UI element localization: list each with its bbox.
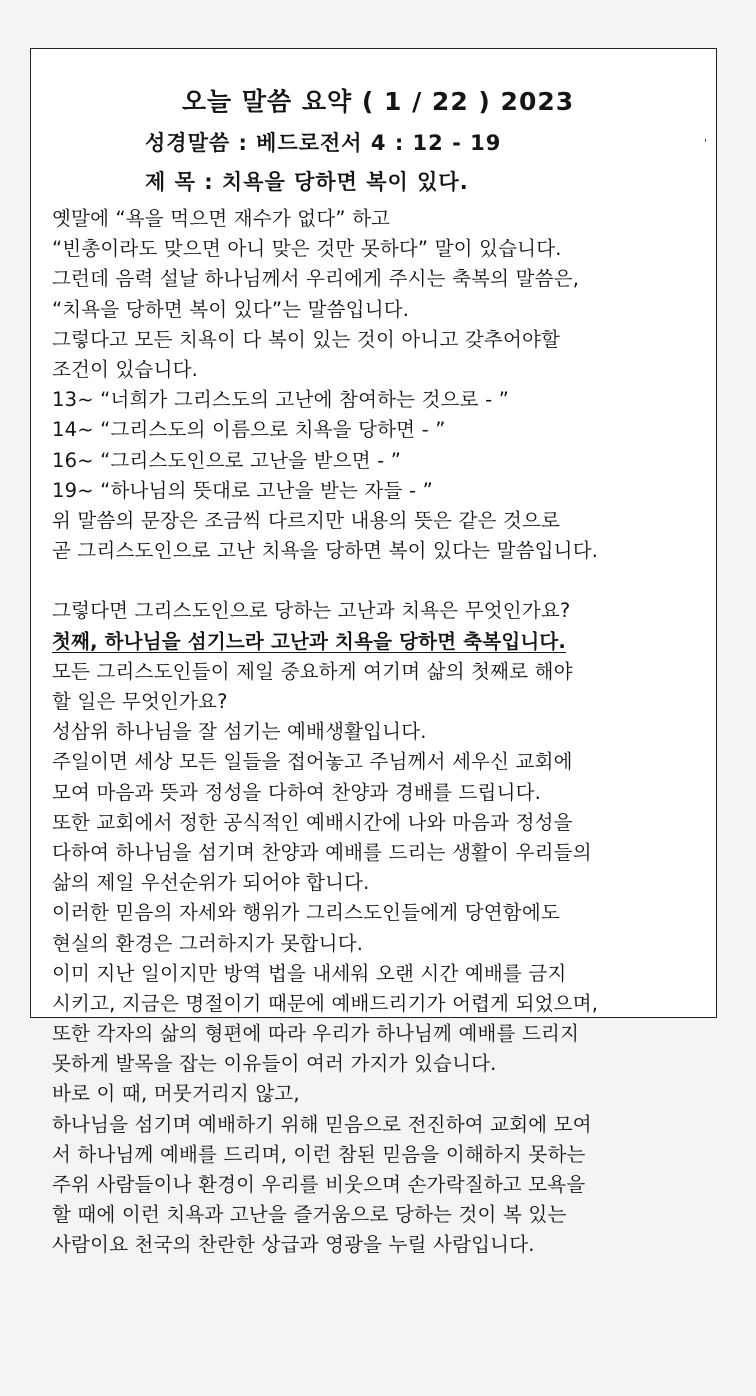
body-line: 할 때에 이런 치욕과 고난을 즐거움으로 당하는 것이 복 있는	[52, 1203, 567, 1227]
body-line: 또한 각자의 삶의 형편에 따라 우리가 하나님께 예배를 드리지	[52, 1022, 580, 1046]
verse-line: 14~ “그리스도의 이름으로 치욕을 당하면 - ”	[52, 418, 446, 442]
scan-mark: '	[704, 137, 708, 150]
body-line: 할 일은 무엇인가요?	[52, 690, 228, 713]
body-line: 모든 그리스도인들이 제일 중요하게 여기며 삶의 첫째로 해야	[52, 659, 573, 683]
sermon-subject: 제 목 : 치욕을 당하면 복이 있다.	[145, 170, 469, 194]
body-line: 하나님을 섬기며 예배하기 위해 믿음으로 전진하여 교회에 모여	[52, 1112, 592, 1136]
body-line: 위 말씀의 문장은 조금씩 다르지만 내용의 뜻은 같은 것으로	[52, 508, 561, 532]
verse-line: 19~ “하나님의 뜻대로 고난을 받는 자들 - ”	[52, 478, 433, 502]
body-line: 모여 마음과 뜻과 정성을 다하여 찬양과 경배를 드립니다.	[52, 780, 542, 804]
body-line: 주위 사람들이나 환경이 우리를 비웃으며 손가락질하고 모욕을	[52, 1173, 586, 1196]
body-line: 시키고, 지금은 명절이기 때문에 예배드리기가 어렵게 되었으며,	[52, 991, 599, 1015]
body-line: 이러한 믿음의 자세와 행위가 그리스도인들에게 당연함에도	[52, 901, 560, 925]
body-line: 이미 지난 일이지만 방역 법을 내세워 오랜 시간 예배를 금지	[52, 961, 567, 985]
blank-line	[52, 566, 712, 596]
body-line: 못하게 발목을 잡는 이유들이 여러 가지가 있습니다.	[52, 1052, 497, 1076]
body-line: 현실의 환경은 그러하지가 못합니다.	[52, 931, 364, 955]
body-line: 삶의 제일 우선순위가 되어야 합니다.	[52, 871, 370, 895]
body-line: “치욕을 당하면 복이 있다”는 말씀입니다.	[52, 297, 410, 321]
verse-line: 16~ “그리스도인으로 고난을 받으면 - ”	[52, 448, 402, 472]
verse-line: 13~ “너희가 그리스도의 고난에 참여하는 것으로 - ”	[52, 388, 510, 412]
body-line: 그렇다면 그리스도인으로 당하는 고난과 치욕은 무엇인가요?	[52, 599, 571, 623]
body-line: 그런데 음력 설날 하나님께서 우리에게 주시는 축복의 말씀은,	[52, 267, 580, 291]
body-line: 바로 이 때, 머뭇거리지 않고,	[52, 1082, 300, 1106]
body-line: 조건이 있습니다.	[52, 357, 199, 381]
body-line: 사람이요 천국의 찬란한 상급과 영광을 누릴 사람입니다.	[52, 1233, 535, 1257]
body-line: 주일이면 세상 모든 일들을 접어놓고 주님께서 세우신 교회에	[52, 750, 573, 774]
body-line: “빈총이라도 맞으면 아니 맞은 것만 못하다” 말이 있습니다.	[52, 237, 562, 261]
body-line: 서 하나님께 예배를 드리며, 이런 참된 믿음을 이해하지 못하는	[52, 1142, 586, 1166]
page-title: 오늘 말씀 요약 ( 1 / 22 ) 2023	[181, 87, 575, 116]
body-line: 다하여 하나님을 섬기며 찬양과 예배를 드리는 생활이 우리들의	[52, 840, 592, 864]
sermon-body	[52, 204, 712, 1261]
body-line: 옛말에 “욕을 먹으면 재수가 없다” 하고	[52, 207, 391, 230]
body-line: 그렇다고 모든 치욕이 다 복이 있는 것이 아니고 갖추어야할	[52, 327, 561, 351]
body-line: 성삼위 하나님을 잘 섬기는 예배생활입니다.	[52, 720, 427, 744]
emphasis-line: 첫째, 하나님을 섬기느라 고난과 치욕을 당하면 축복입니다.	[52, 629, 567, 653]
scripture-reference: 성경말씀 : 베드로전서 4 : 12 - 19	[145, 131, 502, 155]
body-line: 또한 교회에서 정한 공식적인 예배시간에 나와 마음과 정성을	[52, 810, 573, 834]
body-line: 곧 그리스도인으로 고난 치욕을 당하면 복이 있다는 말씀입니다.	[52, 539, 599, 563]
